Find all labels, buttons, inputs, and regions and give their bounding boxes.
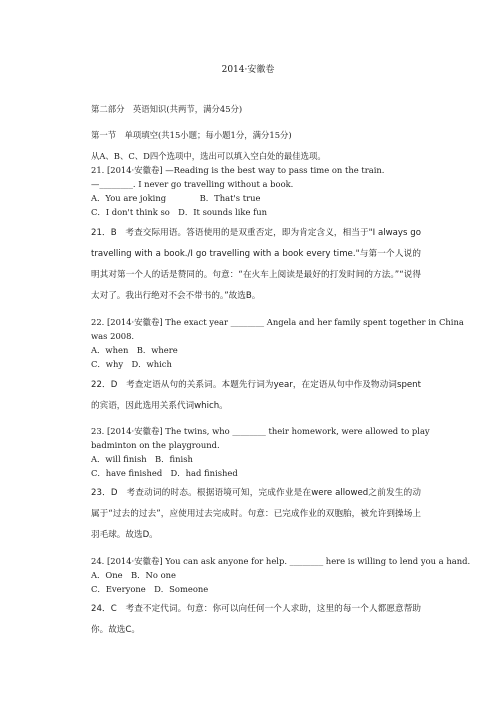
q23-stem-line-2: badminton on the playground. xyxy=(91,440,220,450)
q23-explanation xyxy=(91,483,421,546)
q21-explanation-line-1: 21．B 考查交际用语。答语使用的是双重否定，即为肯定含义，相当于"I always go xyxy=(91,228,421,238)
q21-explanation-line-3: 明其对第一个人的话是赞同的。句意：“在火车上阅读是最好的打发时间的方法。”“说得 xyxy=(91,270,421,280)
subpart-heading: 第一节 单项填空(共15小题；每小题1分，满分15分) xyxy=(91,130,292,140)
q24-options-line-1: A．One B．No one xyxy=(91,570,176,580)
q22-explanation-line-1: 22．D 考查定语从句的关系词。本题先行词为year，在定语从句中作及物动词spent xyxy=(91,380,421,390)
q22-stem-line-1: 22. [2014·安徽卷] The exact year ________ Angela and her family spent together in China xyxy=(91,317,464,327)
q24-explanation-line-1: 24．C 考查不定代词。句意：你可以向任何一个人求助，这里的每一个人都愿意帮助 xyxy=(91,604,421,614)
part-heading: 第二部分 英语知识(共两节，满分45分) xyxy=(91,104,243,114)
instruction-text: 从A、B、C、D四个选项中，选出可以填入空白处的最佳选项。 xyxy=(91,151,326,161)
q23-options-line-1: A．will finish B．finish xyxy=(91,454,193,464)
q22-options-line-2: C．why D．which xyxy=(91,359,172,369)
q24-options-line-2: C．Everyone D．Someone xyxy=(91,584,209,594)
q22-stem-line-2: was 2008. xyxy=(91,331,135,341)
q21-options-line-2: C．I don't think so D．It sounds like fun xyxy=(91,207,267,217)
q24-explanation xyxy=(91,599,421,641)
q23-explanation-line-2: 属于“过去的过去”，应使用过去完成时。句意：已完成作业的双胞胎，被允许到操场上 xyxy=(91,509,421,519)
q21-stem-line-2: —________. I never go travelling without a book. xyxy=(91,179,294,189)
q23-stem-line-1: 23. [2014·安徽卷] The twins, who ________ their homework, were allowed to play xyxy=(91,426,430,436)
q24-explanation-line-2: 你。故选C。 xyxy=(91,625,140,635)
q21-options-line-1: A．You are joking B．That's true xyxy=(91,193,261,203)
q22-options-line-1: A．when B．where xyxy=(91,345,178,355)
q23-explanation-line-1: 23．D 考查动词的时态。根据语境可知，完成作业是在were allowed之前发生的动 xyxy=(91,488,421,498)
q21-stem-line-1: 21. [2014·安徽卷] —Reading is the best way to pass time on the train. xyxy=(91,165,385,175)
q22-explanation xyxy=(91,375,421,417)
page-title: 2014·安徽卷 xyxy=(221,65,275,75)
q23-options-line-2: C．have finished D．had finished xyxy=(91,468,238,478)
q21-explanation-line-4: 太对了。我出行绝对不会不带书的。”故选B。 xyxy=(91,291,261,301)
q24-stem-line-1: 24. [2014·安徽卷] You can ask anyone for help. ________ here is willing to lend you a hand. xyxy=(91,556,471,566)
q21-explanation xyxy=(91,223,421,307)
q23-explanation-line-3: 羽毛球。故选D。 xyxy=(91,530,158,540)
q21-explanation-line-2: travelling with a book./I go travelling with a book every time."与第一个人说的 xyxy=(91,249,421,259)
q22-explanation-line-2: 的宾语，因此选用关系代词which。 xyxy=(91,401,228,411)
